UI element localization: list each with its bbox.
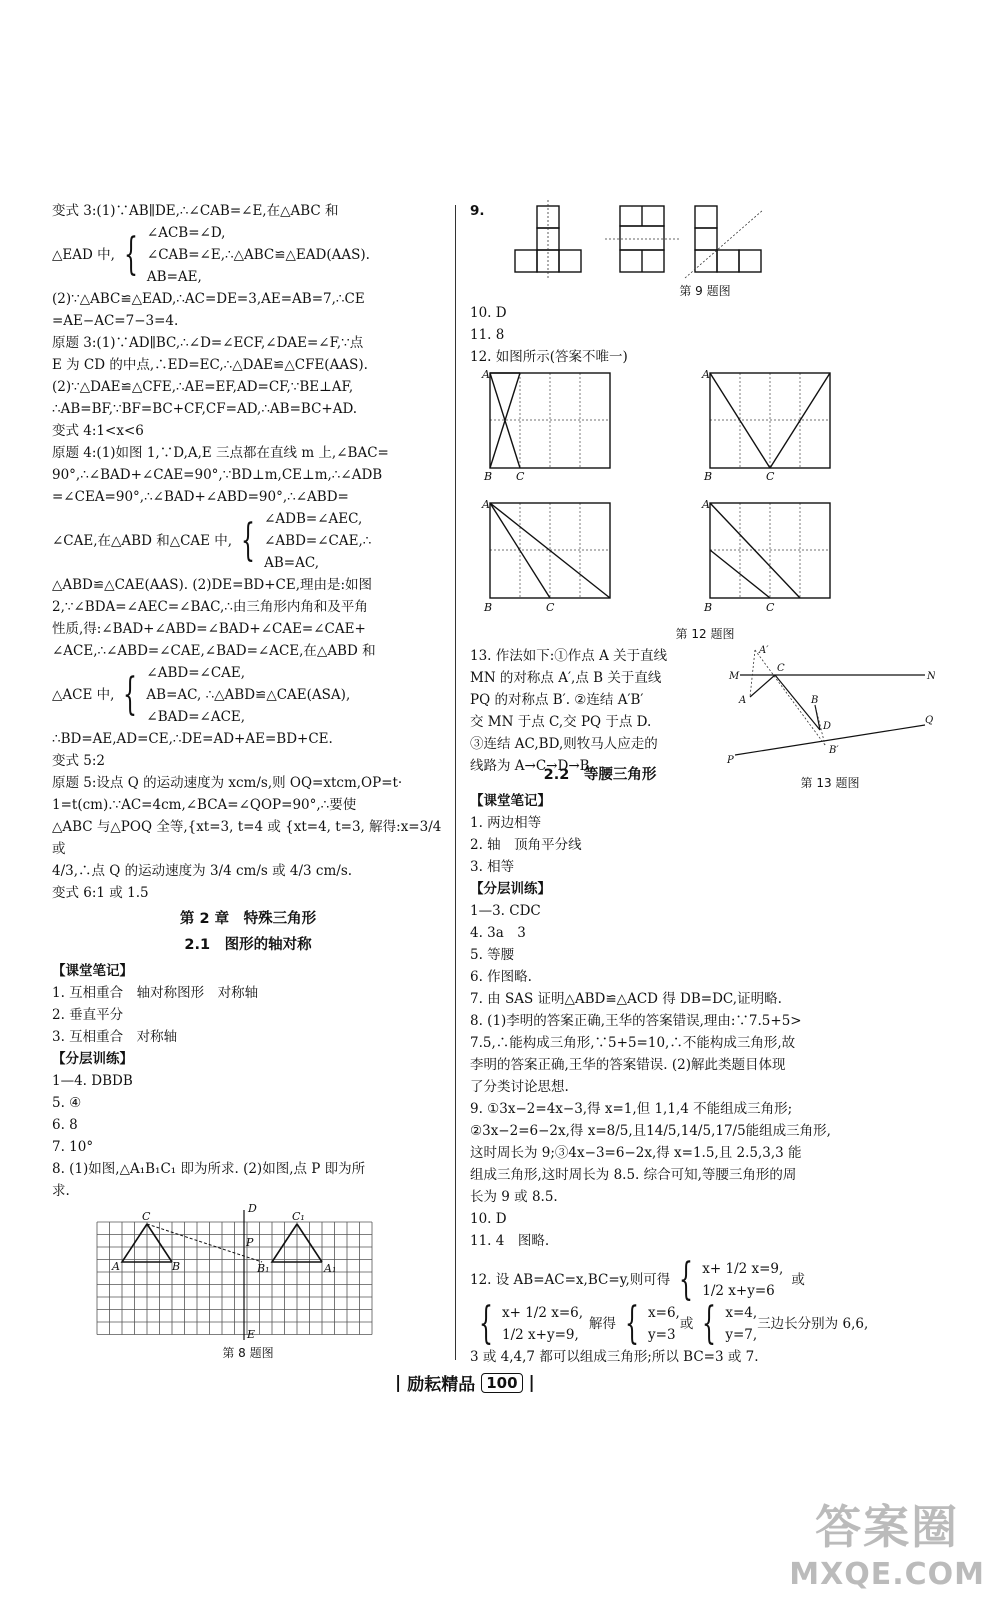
text-line: (2)∵△DAE≌△CFE,∴AE=EF,AD=CF,∵BE⊥AF, xyxy=(52,379,354,395)
text-line: MN 的对称点 A′,点 B 关于直线 xyxy=(470,670,662,686)
text-line: ∴BD=AE,AD=CE,∴DE=AD+AE=BD+CE. xyxy=(52,731,333,747)
chapter-title: 第 2 章 特殊三角形 xyxy=(179,911,317,927)
text-line: 性质,得:∠BAD+∠ABD=∠BAD+∠CAE=∠CAE+ xyxy=(52,621,366,637)
text-line: 5. ④ xyxy=(52,1095,82,1111)
text-line: PQ 的对称点 B′. ②连结 A′B′ xyxy=(470,692,644,708)
text-line: 8. (1)李明的答案正确,王华的答案错误,理由:∵7.5+5> xyxy=(470,1013,802,1029)
equation-system: △EAD 中, { ∠ACB=∠D, ∠CAB=∠E,∴△ABC≌△EAD(AAS). AB=AE, xyxy=(52,225,370,285)
text-line: 组成三角形,这时周长为 8.5. 综合可知,等腰三角形的周 xyxy=(470,1167,797,1183)
label-A: A xyxy=(739,695,747,706)
label-C: C xyxy=(546,601,555,614)
text-line: 这时周长为 9;③4x−3=6−2x,得 x=1.5,且 2.5,3,3 能 xyxy=(470,1145,802,1161)
label-A: A xyxy=(702,498,710,511)
text-line: 10. D xyxy=(470,1211,507,1227)
brace: { xyxy=(241,515,256,566)
text-line: 13. 作法如下:①作点 A 关于直线 xyxy=(470,648,668,664)
label-D: D xyxy=(823,721,832,732)
section-title: 2.2 等腰三角形 xyxy=(543,767,657,783)
label-B: B xyxy=(484,470,493,483)
label-A: A xyxy=(112,1260,120,1273)
text-line: 1. 两边相等 xyxy=(470,815,542,831)
text-line: 3. 互相重合 对称轴 xyxy=(52,1029,178,1045)
heading-notes: 【课堂笔记】 xyxy=(470,793,551,809)
figure-8-grid xyxy=(52,1202,444,1342)
heading-training: 【分层训练】 xyxy=(470,881,551,897)
label-A-prime: A′ xyxy=(759,645,769,656)
text-line: 变式 4:1<x<6 xyxy=(52,423,144,439)
watermark-logo: 答案圈 xyxy=(815,1500,960,1554)
page-footer xyxy=(395,1370,535,1395)
label-A1: A₁ xyxy=(324,1262,337,1275)
figure-caption: 第 9 题图 xyxy=(679,284,731,298)
text-line: 变式 5:2 xyxy=(52,753,106,769)
label-B-prime: B′ xyxy=(829,745,839,756)
column-divider xyxy=(455,205,456,1360)
label-C: C xyxy=(766,601,775,614)
figure-caption: 第 8 题图 xyxy=(222,1346,274,1360)
equation-system: { x+ 1/2 x=6, 1/2 x+y=9, 解得 { x=6, y=3 或 { x=4, y=7, 三边长分别为 6,6, xyxy=(479,1298,869,1349)
brace: { xyxy=(123,229,138,280)
label-A: A xyxy=(482,498,490,511)
label-B: B xyxy=(811,695,819,706)
text-line: (2)∵△ABC≌△EAD,∴AC=DE=3,AE=AB=7,∴CE xyxy=(52,291,365,307)
text-line: 11. 8 xyxy=(470,327,505,343)
text-line: 2. 轴 顶角平分线 xyxy=(470,837,582,853)
watermark xyxy=(789,1491,985,1592)
text-line: ∴AB=BF,∵BF=BC+CF,CF=AD,∴AB=BC+AD. xyxy=(52,401,358,417)
text-line: △ABC 与△POQ 全等,{xt=3, t=4 或 {xt=4, t=3, 解得:x=3/4 或 xyxy=(52,819,446,857)
text-line: 原题 3:(1)∵AD∥BC,∴∠D=∠ECF,∠DAE=∠F,∵点 xyxy=(52,335,364,351)
text-line: 7.5,∴能构成三角形,∵5+5=10,∴不能构成三角形,故 xyxy=(470,1035,796,1051)
label-P: P xyxy=(246,1236,254,1249)
text-line: 3. 相等 xyxy=(470,859,515,875)
text-line: 3 或 4,4,7 都可以组成三角形;所以 BC=3 或 7. xyxy=(470,1349,759,1365)
label-P: P xyxy=(727,755,734,765)
text-line: 1—3. CDC xyxy=(470,903,541,919)
text-line: 求. xyxy=(52,1183,70,1199)
text-line: E 为 CD 的中点,∴ED=EC,∴△DAE≌△CFE(AAS). xyxy=(52,357,368,373)
text-line: 11. 4 图略. xyxy=(470,1233,550,1249)
text-line: 7. 由 SAS 证明△ABD≌△ACD 得 DB=DC,证明略. xyxy=(470,991,782,1007)
text-line: 1. 互相重合 轴对称图形 对称轴 xyxy=(52,985,259,1001)
text-line: 6. 8 xyxy=(52,1117,78,1133)
text-line: 2. 垂直平分 xyxy=(52,1007,124,1023)
page-number: 100 xyxy=(481,1373,522,1393)
heading-training: 【分层训练】 xyxy=(52,1051,133,1067)
text-line: 原题 5:设点 Q 的运动速度为 xcm/s,则 OQ=xtcm,OP=t· xyxy=(52,775,403,791)
text-line: 10. D xyxy=(470,305,507,321)
brace: { xyxy=(123,669,138,720)
figure-caption: 第 12 题图 xyxy=(675,627,735,641)
text-line: ∠ACE,∴∠ABD=∠CAE,∠BAD=∠ACE,在△ABD 和 xyxy=(52,643,376,659)
label-B: B xyxy=(172,1260,181,1273)
footer-bar: | xyxy=(395,1372,402,1393)
heading-notes: 【课堂笔记】 xyxy=(52,963,133,979)
text-line: 4. 3a 3 xyxy=(470,925,526,941)
text-line: 长为 9 或 8.5. xyxy=(470,1189,558,1205)
equation-system: 12. 设 AB=AC=x,BC=y,则可得 { x+ 1/2 x=9, 1/2 x+y=6 或 xyxy=(470,1254,805,1305)
label-Q: Q xyxy=(925,715,934,726)
text-line: 交 MN 于点 C,交 PQ 于点 D. xyxy=(470,714,652,730)
equation-system: △ACE 中, { ∠ABD=∠CAE, AB=AC, ∴△ABD≌△CAE(ASA), ∠BAD=∠ACE, xyxy=(52,665,351,725)
text-line: 李明的答案正确,王华的答案错误. (2)解此类题目体现 xyxy=(470,1057,786,1073)
label-C: C xyxy=(516,470,525,483)
label-B: B xyxy=(484,601,493,614)
brand-name: 励耘精品 xyxy=(407,1375,476,1395)
text-line: 8. (1)如图,△A₁B₁C₁ 即为所求. (2)如图,点 P 即为所 xyxy=(52,1161,366,1177)
text-line: 变式 6:1 或 1.5 xyxy=(52,885,149,901)
label-C: C xyxy=(766,470,775,483)
text-line: 90°,∴∠BAD+∠CAE=90°,∵BD⊥m,CE⊥m,∴∠ADB xyxy=(52,467,383,483)
text-line: =AE−AC=7−3=4. xyxy=(52,313,179,329)
text-line: ②3x−2=6−2x,得 x=8/5,且14/5,14/5,17/5能组成三角形, xyxy=(470,1123,831,1139)
text-line: 7. 10° xyxy=(52,1139,94,1155)
label-A: A xyxy=(702,368,710,381)
text-line: 4/3,∴点 Q 的运动速度为 3/4 cm/s 或 4/3 cm/s. xyxy=(52,863,353,879)
figure-12 xyxy=(470,368,940,623)
equation-system: ∠CAE,在△ABD 和△CAE 中, { ∠ADB=∠AEC, ∠ABD=∠CAE,∴ AB=AC, xyxy=(52,511,372,571)
text-line: 线路为 A→C→D→B. xyxy=(470,758,594,774)
left-column xyxy=(52,200,444,1364)
text-line: =∠CEA=90°,∴∠BAD+∠ABD=90°,∴∠ABD= xyxy=(52,489,349,505)
label-B: B xyxy=(704,470,713,483)
label-D: D xyxy=(248,1202,257,1215)
text-line: 原题 4:(1)如图 1,∵D,A,E 三点都在直线 m 上,∠BAC= xyxy=(52,445,389,461)
label-M: M xyxy=(729,671,740,682)
text-line: 变式 3:(1)∵AB∥DE,∴∠CAB=∠E,在△ABC 和 xyxy=(52,203,339,219)
text-line: 1=t(cm).∵AC=4cm,∠BCA=∠QOP=90°,∴要使 xyxy=(52,797,357,813)
text-line: 了分类讨论思想. xyxy=(470,1079,569,1095)
right-column xyxy=(470,200,940,1368)
text-line: 2,∵∠BDA=∠AEC=∠BAC,∴由三角形内角和及平角 xyxy=(52,599,368,615)
label-C1: C₁ xyxy=(292,1210,305,1223)
label-C: C xyxy=(142,1210,151,1223)
text-line: 12. 如图所示(答案不唯一) xyxy=(470,349,628,365)
figure-caption: 第 13 题图 xyxy=(800,776,860,790)
text-line: 6. 作图略. xyxy=(470,969,532,985)
text-line: ③连结 AC,BD,则牧马人应走的 xyxy=(470,736,658,752)
label-B: B xyxy=(704,601,713,614)
watermark-url: MXQE.COM xyxy=(789,1557,985,1592)
section-title: 2.1 图形的轴对称 xyxy=(184,937,312,953)
figure-9 xyxy=(485,200,905,280)
label-C: C xyxy=(777,663,785,674)
text-line: 1—4. DBDB xyxy=(52,1073,133,1089)
text-line: △ABD≌△CAE(AAS). (2)DE=BD+CE,理由是:如图 xyxy=(52,577,373,593)
footer-bar: | xyxy=(528,1372,535,1393)
text-line: 5. 等腰 xyxy=(470,947,515,963)
label-B1: B₁ xyxy=(257,1262,270,1275)
label-E: E xyxy=(247,1328,256,1341)
label-N: N xyxy=(927,671,935,682)
figure-13 xyxy=(725,645,935,765)
q9-number: 9. xyxy=(470,203,485,219)
text-line: 9. ①3x−2=4x−3,得 x=1,但 1,1,4 不能组成三角形; xyxy=(470,1101,793,1117)
label-A: A xyxy=(482,368,490,381)
